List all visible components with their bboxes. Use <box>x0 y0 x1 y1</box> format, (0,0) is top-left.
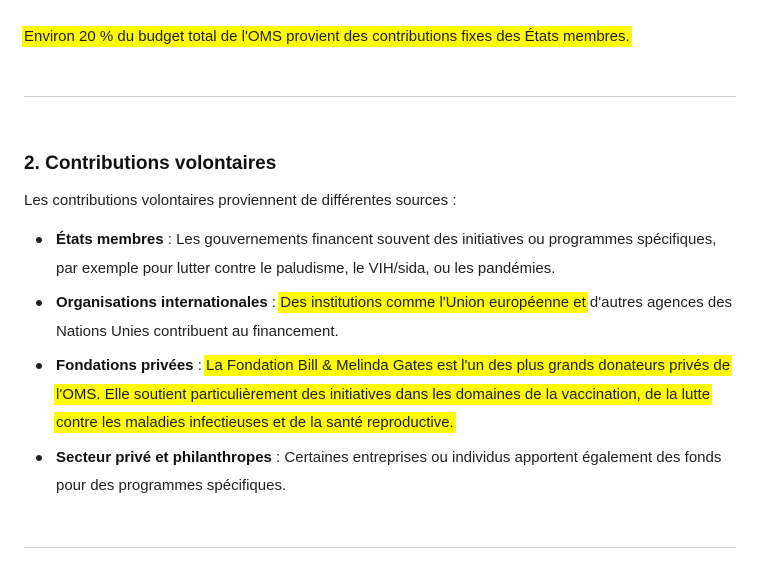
intro-paragraph <box>24 27 630 47</box>
bullet-icon <box>36 455 42 461</box>
item-separator: : <box>267 294 281 311</box>
bullet-icon <box>36 363 42 369</box>
list-item-fondations-privees <box>24 352 736 438</box>
list-item-secteur-prive <box>24 444 736 501</box>
item-separator: : <box>163 231 177 248</box>
list-item-etats-membres <box>24 226 736 283</box>
item-text-highlight: Des institutions comme l'Union européenne et <box>280 294 586 311</box>
item-text-highlight: La Fondation Bill & Melinda Gates est l'un des plus grands donateurs privés de l'OMS. Elle soutient particulièrement des initiatives dans les domaines de la vaccination, de la lutte contre les maladies infectieuses et de la santé reproductive. <box>56 357 731 431</box>
item-term: Secteur privé et philanthropes <box>56 448 272 466</box>
list-item-organisations-internationales <box>24 289 736 346</box>
item-text: d'autres agences des Nations Unies contribuent au financement. <box>56 294 733 340</box>
item-term: Fondations privées <box>56 357 194 374</box>
bullet-icon <box>36 300 42 306</box>
section-lead: Les contributions volontaires proviennent de différentes sources : <box>24 192 457 209</box>
divider-bottom <box>24 547 736 548</box>
item-separator: : <box>271 448 285 466</box>
divider-top <box>24 96 736 97</box>
item-separator: : <box>193 357 207 374</box>
section-heading: 2. Contributions volontaires <box>24 153 277 174</box>
bullet-icon <box>36 237 42 243</box>
item-term: États membres <box>56 231 164 248</box>
intro-highlight: Environ 20 % du budget total de l'OMS provient des contributions fixes des États membres. <box>24 28 630 45</box>
item-text: Certaines entreprises ou individus apportent également des fonds pour des programmes spécifiques. <box>56 448 722 494</box>
sources-list <box>24 226 736 507</box>
item-text: Les gouvernements financent souvent des initiatives ou programmes spécifiques, par exemple pour lutter contre le paludisme, le VIH/sida, ou les pandémies. <box>56 231 717 277</box>
item-term: Organisations internationales <box>56 294 268 311</box>
